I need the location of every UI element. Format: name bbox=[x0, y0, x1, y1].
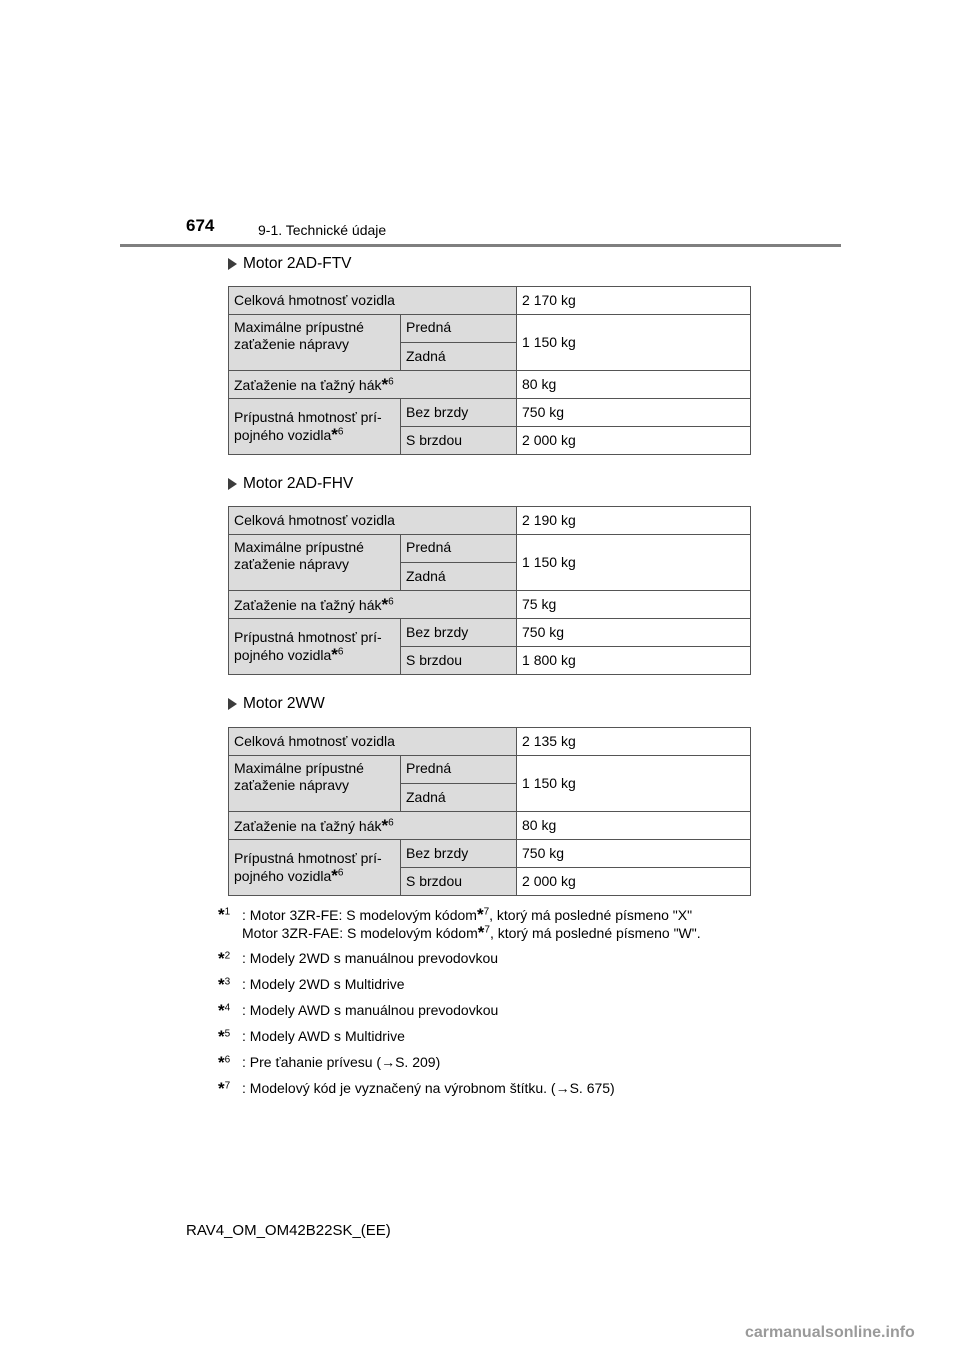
footnote-mark: *$^7$ bbox=[218, 1079, 231, 1098]
footnote-7 bbox=[218, 1080, 701, 1098]
table-cell-sublabel: Predná bbox=[401, 535, 517, 563]
table-cell-label bbox=[229, 840, 401, 896]
footnote-4 bbox=[218, 1002, 701, 1020]
table-cell-sublabel: S brzdou bbox=[401, 427, 517, 455]
table-cell-sublabel: Zadná bbox=[401, 784, 517, 812]
block-title-text: Motor 2AD-FTV bbox=[243, 255, 352, 272]
table-row bbox=[229, 371, 751, 399]
asterisk-mark: * bbox=[331, 645, 338, 664]
table-cell-value: 2 170 kg bbox=[517, 287, 751, 315]
table-cell-sublabel: S brzdou bbox=[401, 868, 517, 896]
table-cell-sublabel: Bez brzdy bbox=[401, 840, 517, 868]
footnote-text: : Modely AWD s Multidrive bbox=[242, 1028, 405, 1044]
table-cell-value: 2 000 kg bbox=[517, 868, 751, 896]
footnote-mark: *$^5$ bbox=[218, 1027, 231, 1046]
table-cell-sublabel: Bez brzdy bbox=[401, 399, 517, 427]
table-cell-label: Celková hmotnosť vozidla bbox=[229, 728, 517, 756]
table-row bbox=[229, 507, 751, 535]
table-cell-label bbox=[229, 619, 401, 675]
watermark-text: carmanualsonline.info bbox=[745, 1324, 915, 1341]
table-row bbox=[229, 619, 751, 647]
table-row bbox=[229, 728, 751, 756]
header-rule bbox=[120, 244, 841, 247]
footnote-text: : Modely AWD s manuálnou prevodovkou bbox=[242, 1002, 499, 1018]
triangle-bullet-icon bbox=[228, 478, 237, 490]
footnote-ref: 6 bbox=[388, 816, 394, 828]
block-title-2ad-fhv bbox=[228, 472, 353, 496]
table-cell-sublabel: Zadná bbox=[401, 343, 517, 371]
table-row bbox=[229, 287, 751, 315]
table-cell-label bbox=[229, 399, 401, 455]
table-row bbox=[229, 812, 751, 840]
block-title-text: Motor 2WW bbox=[243, 695, 325, 712]
footnote-1 bbox=[218, 906, 701, 942]
table-cell-value: 2 190 kg bbox=[517, 507, 751, 535]
table-cell-value: 1 150 kg bbox=[517, 315, 751, 371]
asterisk-mark: * bbox=[331, 866, 338, 885]
table-cell-value: 80 kg bbox=[517, 371, 751, 399]
table-cell-label: Celková hmotnosť vozidla bbox=[229, 287, 517, 315]
table-cell-value: 80 kg bbox=[517, 812, 751, 840]
footnote-2 bbox=[218, 950, 701, 968]
footnote-3 bbox=[218, 976, 701, 994]
footnote-mark: *$^3$ bbox=[218, 975, 231, 994]
table-cell-label: Maximálne prípustné zaťaženie nápravy bbox=[229, 756, 401, 812]
footnote-5 bbox=[218, 1028, 701, 1046]
footnote-6 bbox=[218, 1054, 701, 1072]
asterisk-mark: * bbox=[381, 594, 389, 614]
table-cell-value: 1 150 kg bbox=[517, 756, 751, 812]
table-cell-label: Maximálne prípustné zaťaženie nápravy bbox=[229, 535, 401, 591]
footnote-ref: 6 bbox=[337, 426, 344, 438]
table-cell-label bbox=[229, 812, 517, 840]
label-text: Zaťaženie na ťažný hák bbox=[234, 596, 382, 613]
table-cell-label bbox=[229, 371, 517, 399]
table-cell-value: 1 150 kg bbox=[517, 535, 751, 591]
table-cell-sublabel: Zadná bbox=[401, 563, 517, 591]
footnote-text: : Modelový kód je vyznačený na výrobnom štítku. (→S. 675) bbox=[242, 1080, 615, 1096]
asterisk-mark: * bbox=[381, 374, 389, 394]
table-cell-sublabel: S brzdou bbox=[401, 647, 517, 675]
label-text: Prípustná hmotnosť prí-pojného vozidla bbox=[234, 629, 382, 663]
table-cell-value: 2 135 kg bbox=[517, 728, 751, 756]
table-cell-label: Celková hmotnosť vozidla bbox=[229, 507, 517, 535]
footnote-text: : Motor 3ZR-FE: S modelovým kódom*$^7$, ktorý má posledné písmeno "X" Motor 3ZR-FAE: S modelovým kódom*$^7$, ktorý má posledné písmeno "W". bbox=[242, 905, 701, 942]
footnotes bbox=[218, 906, 701, 1106]
spec-table-2ad-fhv bbox=[228, 506, 751, 675]
table-cell-value: 750 kg bbox=[517, 619, 751, 647]
table-row bbox=[229, 315, 751, 343]
table-cell-sublabel: Predná bbox=[401, 756, 517, 784]
table-cell-sublabel: Predná bbox=[401, 315, 517, 343]
block-title-2ww bbox=[228, 692, 325, 716]
page-number: 674 bbox=[186, 216, 215, 235]
table-row bbox=[229, 399, 751, 427]
footnote-text: : Modely 2WD s manuálnou prevodovkou bbox=[242, 950, 499, 966]
block-title-2ad-ftv bbox=[228, 252, 352, 276]
triangle-bullet-icon bbox=[228, 258, 237, 270]
label-text: Zaťaženie na ťažný hák bbox=[234, 376, 382, 393]
asterisk-mark: * bbox=[331, 425, 338, 444]
asterisk-mark: * bbox=[381, 815, 389, 835]
table-row bbox=[229, 840, 751, 868]
section-title: 9-1. Technické údaje bbox=[258, 222, 387, 238]
footnote-mark: *$^4$ bbox=[218, 1001, 231, 1020]
footnote-mark: *$^2$ bbox=[218, 949, 231, 968]
spec-table-2ww bbox=[228, 727, 751, 896]
table-row bbox=[229, 535, 751, 563]
footnote-ref: 6 bbox=[388, 595, 394, 607]
label-text: Prípustná hmotnosť prí-pojného vozidla bbox=[234, 850, 382, 884]
footnote-mark: *$^6$ bbox=[218, 1053, 231, 1072]
table-cell-value: 1 800 kg bbox=[517, 647, 751, 675]
table-row bbox=[229, 591, 751, 619]
footnote-ref: 6 bbox=[337, 867, 344, 879]
table-cell-value: 750 kg bbox=[517, 399, 751, 427]
triangle-bullet-icon bbox=[228, 698, 237, 710]
block-title-text: Motor 2AD-FHV bbox=[243, 475, 354, 492]
table-cell-sublabel: Bez brzdy bbox=[401, 619, 517, 647]
table-cell-value: 75 kg bbox=[517, 591, 751, 619]
table-cell-label bbox=[229, 591, 517, 619]
footnote-ref: 6 bbox=[337, 646, 344, 658]
table-cell-value: 750 kg bbox=[517, 840, 751, 868]
document-code: RAV4_OM_OM42B22SK_(EE) bbox=[186, 1222, 391, 1239]
footnote-text: : Modely 2WD s Multidrive bbox=[242, 976, 405, 992]
table-cell-label: Maximálne prípustné zaťaženie nápravy bbox=[229, 315, 401, 371]
footnote-ref: 6 bbox=[388, 375, 394, 387]
spec-table-2ad-ftv bbox=[228, 286, 751, 455]
footnote-mark: *$^1$ bbox=[218, 905, 231, 924]
label-text: Zaťaženie na ťažný hák bbox=[234, 817, 382, 834]
footnote-text: : Pre ťahanie prívesu (→S. 209) bbox=[242, 1054, 441, 1070]
table-row bbox=[229, 756, 751, 784]
table-cell-value: 2 000 kg bbox=[517, 427, 751, 455]
label-text: Prípustná hmotnosť prí-pojného vozidla bbox=[234, 409, 382, 443]
